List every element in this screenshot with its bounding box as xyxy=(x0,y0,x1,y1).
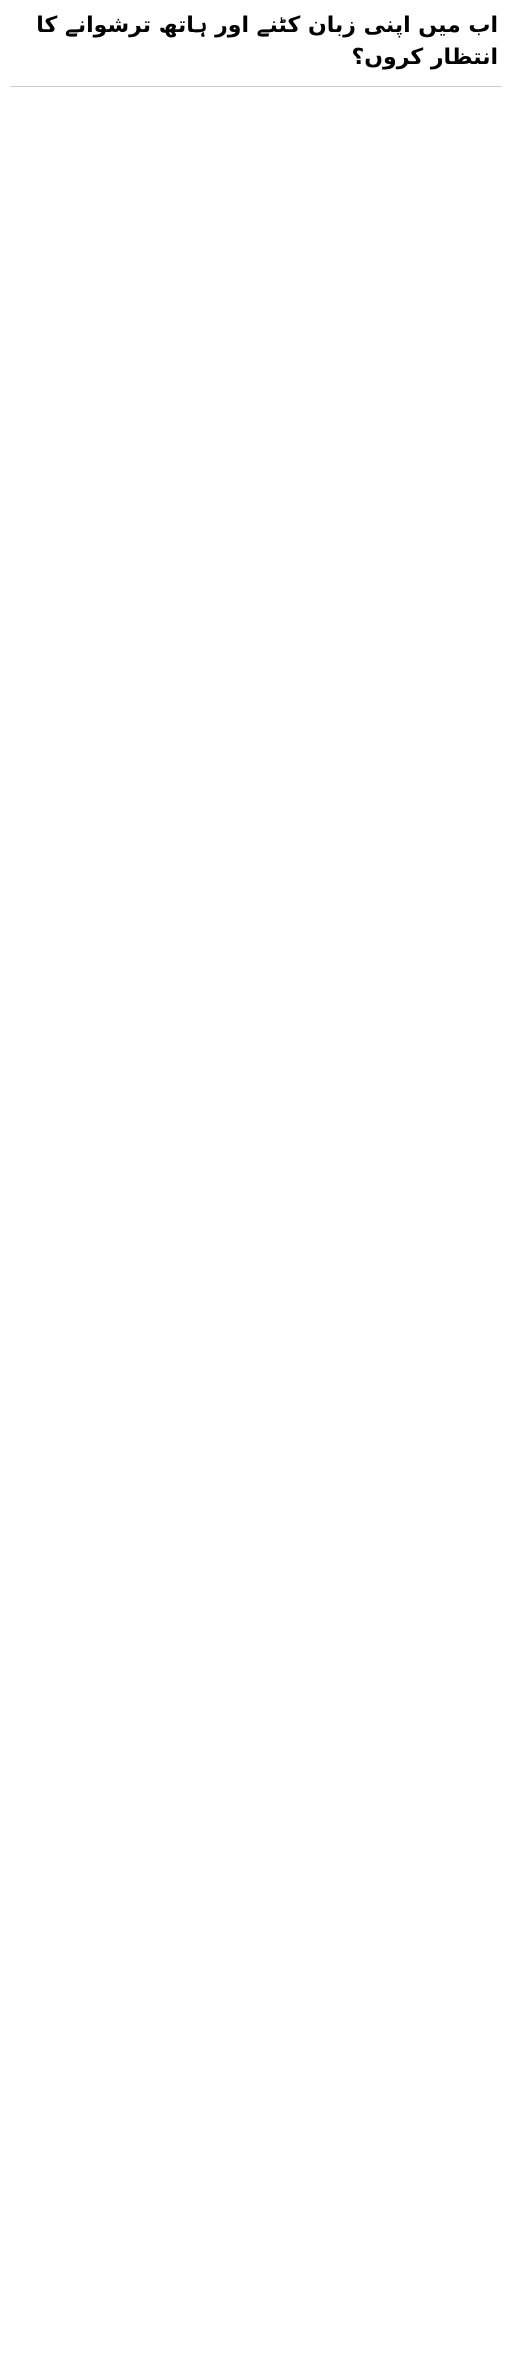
article-title: اب میں اپنی زبان کٹنے اور ہاتھ ترشوانے کا انتظار کروں؟ xyxy=(36,13,498,70)
title-divider xyxy=(10,86,502,87)
article-page xyxy=(6,6,506,2353)
